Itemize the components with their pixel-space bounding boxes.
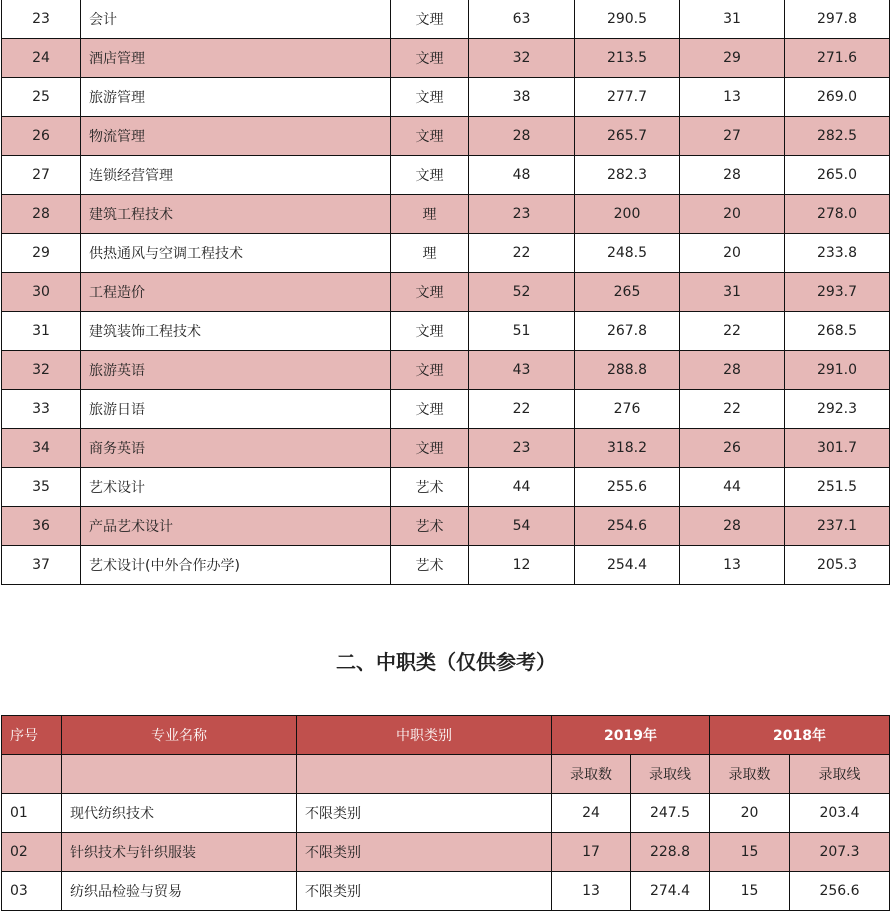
admission-table-higher-vocational — [1, 0, 890, 585]
line-2018: 271.6 — [785, 39, 890, 78]
major-name: 旅游英语 — [81, 351, 391, 390]
row-no: 23 — [2, 0, 81, 39]
table-row — [2, 872, 890, 911]
count-2018: 28 — [680, 351, 785, 390]
header-no: 序号 — [2, 716, 62, 755]
category: 文理 — [391, 78, 469, 117]
line-2019: 247.5 — [631, 794, 710, 833]
line-2018: 301.7 — [785, 429, 890, 468]
row-no: 36 — [2, 507, 81, 546]
table-row — [2, 507, 890, 546]
table-row — [2, 351, 890, 390]
table-row — [2, 39, 890, 78]
line-2019: 288.8 — [575, 351, 680, 390]
major-name: 供热通风与空调工程技术 — [81, 234, 391, 273]
count-2018: 28 — [680, 507, 785, 546]
table-subheader-row — [2, 755, 890, 794]
line-2018: 237.1 — [785, 507, 890, 546]
category: 不限类别 — [297, 833, 552, 872]
line-2018: 291.0 — [785, 351, 890, 390]
row-no: 29 — [2, 234, 81, 273]
line-2018: 203.4 — [790, 794, 890, 833]
category: 文理 — [391, 312, 469, 351]
row-no: 02 — [2, 833, 62, 872]
count-2019: 22 — [469, 234, 575, 273]
count-2018: 28 — [680, 156, 785, 195]
subheader-count-2019: 录取数 — [552, 755, 631, 794]
line-2018: 282.5 — [785, 117, 890, 156]
row-no: 33 — [2, 390, 81, 429]
subheader-count-2018: 录取数 — [710, 755, 790, 794]
count-2018: 22 — [680, 390, 785, 429]
line-2019: 282.3 — [575, 156, 680, 195]
category: 不限类别 — [297, 794, 552, 833]
line-2019: 248.5 — [575, 234, 680, 273]
category: 文理 — [391, 273, 469, 312]
major-name: 艺术设计 — [81, 468, 391, 507]
empty-cell — [297, 755, 552, 794]
major-name: 现代纺织技术 — [62, 794, 297, 833]
category: 艺术 — [391, 468, 469, 507]
count-2019: 52 — [469, 273, 575, 312]
line-2018: 251.5 — [785, 468, 890, 507]
count-2019: 13 — [552, 872, 631, 911]
row-no: 01 — [2, 794, 62, 833]
table-row — [2, 78, 890, 117]
line-2019: 228.8 — [631, 833, 710, 872]
category: 文理 — [391, 429, 469, 468]
table-row — [2, 429, 890, 468]
table-row — [2, 195, 890, 234]
line-2018: 265.0 — [785, 156, 890, 195]
table-row — [2, 468, 890, 507]
major-name: 工程造价 — [81, 273, 391, 312]
line-2019: 318.2 — [575, 429, 680, 468]
category: 文理 — [391, 39, 469, 78]
major-name: 建筑装饰工程技术 — [81, 312, 391, 351]
row-no: 30 — [2, 273, 81, 312]
line-2019: 254.4 — [575, 546, 680, 585]
line-2019: 274.4 — [631, 872, 710, 911]
line-2019: 290.5 — [575, 0, 680, 39]
row-no: 25 — [2, 78, 81, 117]
count-2019: 17 — [552, 833, 631, 872]
count-2019: 48 — [469, 156, 575, 195]
count-2019: 28 — [469, 117, 575, 156]
header-2019: 2019年 — [552, 716, 710, 755]
major-name: 针织技术与针织服装 — [62, 833, 297, 872]
count-2019: 43 — [469, 351, 575, 390]
major-name: 建筑工程技术 — [81, 195, 391, 234]
line-2019: 200 — [575, 195, 680, 234]
count-2019: 22 — [469, 390, 575, 429]
row-no: 24 — [2, 39, 81, 78]
row-no: 28 — [2, 195, 81, 234]
row-no: 34 — [2, 429, 81, 468]
row-no: 37 — [2, 546, 81, 585]
count-2018: 13 — [680, 546, 785, 585]
table-row — [2, 833, 890, 872]
category: 文理 — [391, 0, 469, 39]
admission-table-secondary-vocational — [1, 715, 890, 911]
count-2019: 12 — [469, 546, 575, 585]
category: 文理 — [391, 156, 469, 195]
count-2018: 27 — [680, 117, 785, 156]
line-2018: 269.0 — [785, 78, 890, 117]
row-no: 03 — [2, 872, 62, 911]
major-name: 商务英语 — [81, 429, 391, 468]
count-2019: 23 — [469, 429, 575, 468]
line-2019: 254.6 — [575, 507, 680, 546]
header-name: 专业名称 — [62, 716, 297, 755]
table-row — [2, 117, 890, 156]
count-2018: 20 — [680, 234, 785, 273]
category: 文理 — [391, 390, 469, 429]
count-2018: 20 — [710, 794, 790, 833]
major-name: 产品艺术设计 — [81, 507, 391, 546]
subheader-line-2019: 录取线 — [631, 755, 710, 794]
major-name: 旅游管理 — [81, 78, 391, 117]
row-no: 31 — [2, 312, 81, 351]
category: 不限类别 — [297, 872, 552, 911]
count-2019: 38 — [469, 78, 575, 117]
count-2018: 26 — [680, 429, 785, 468]
count-2018: 31 — [680, 0, 785, 39]
major-name: 会计 — [81, 0, 391, 39]
count-2019: 44 — [469, 468, 575, 507]
count-2019: 63 — [469, 0, 575, 39]
category: 艺术 — [391, 546, 469, 585]
line-2018: 268.5 — [785, 312, 890, 351]
section-title: 二、中职类（仅供参考） — [336, 650, 556, 674]
table-row — [2, 0, 890, 39]
line-2018: 278.0 — [785, 195, 890, 234]
line-2018: 256.6 — [790, 872, 890, 911]
count-2018: 15 — [710, 872, 790, 911]
subheader-line-2018: 录取线 — [790, 755, 890, 794]
category: 理 — [391, 234, 469, 273]
major-name: 纺织品检验与贸易 — [62, 872, 297, 911]
table-row — [2, 273, 890, 312]
header-category: 中职类别 — [297, 716, 552, 755]
row-no: 27 — [2, 156, 81, 195]
line-2019: 267.8 — [575, 312, 680, 351]
count-2018: 29 — [680, 39, 785, 78]
table-row — [2, 390, 890, 429]
table-row — [2, 546, 890, 585]
count-2019: 32 — [469, 39, 575, 78]
category: 文理 — [391, 351, 469, 390]
table-header-row — [2, 716, 890, 755]
category: 文理 — [391, 117, 469, 156]
line-2018: 297.8 — [785, 0, 890, 39]
count-2019: 24 — [552, 794, 631, 833]
line-2019: 265.7 — [575, 117, 680, 156]
count-2018: 13 — [680, 78, 785, 117]
major-name: 旅游日语 — [81, 390, 391, 429]
header-2018: 2018年 — [710, 716, 890, 755]
major-name: 连锁经营管理 — [81, 156, 391, 195]
count-2019: 54 — [469, 507, 575, 546]
major-name: 物流管理 — [81, 117, 391, 156]
count-2018: 44 — [680, 468, 785, 507]
line-2019: 213.5 — [575, 39, 680, 78]
row-no: 35 — [2, 468, 81, 507]
empty-cell — [2, 755, 62, 794]
count-2019: 23 — [469, 195, 575, 234]
count-2018: 20 — [680, 195, 785, 234]
table-row — [2, 156, 890, 195]
empty-cell — [62, 755, 297, 794]
count-2018: 22 — [680, 312, 785, 351]
row-no: 26 — [2, 117, 81, 156]
line-2019: 276 — [575, 390, 680, 429]
row-no: 32 — [2, 351, 81, 390]
major-name: 艺术设计(中外合作办学) — [81, 546, 391, 585]
line-2019: 277.7 — [575, 78, 680, 117]
table-row — [2, 312, 890, 351]
line-2018: 207.3 — [790, 833, 890, 872]
line-2018: 205.3 — [785, 546, 890, 585]
count-2019: 51 — [469, 312, 575, 351]
line-2018: 292.3 — [785, 390, 890, 429]
line-2018: 233.8 — [785, 234, 890, 273]
line-2019: 265 — [575, 273, 680, 312]
category: 艺术 — [391, 507, 469, 546]
category: 理 — [391, 195, 469, 234]
line-2018: 293.7 — [785, 273, 890, 312]
count-2018: 31 — [680, 273, 785, 312]
table-row — [2, 794, 890, 833]
line-2019: 255.6 — [575, 468, 680, 507]
table-row — [2, 234, 890, 273]
count-2018: 15 — [710, 833, 790, 872]
major-name: 酒店管理 — [81, 39, 391, 78]
